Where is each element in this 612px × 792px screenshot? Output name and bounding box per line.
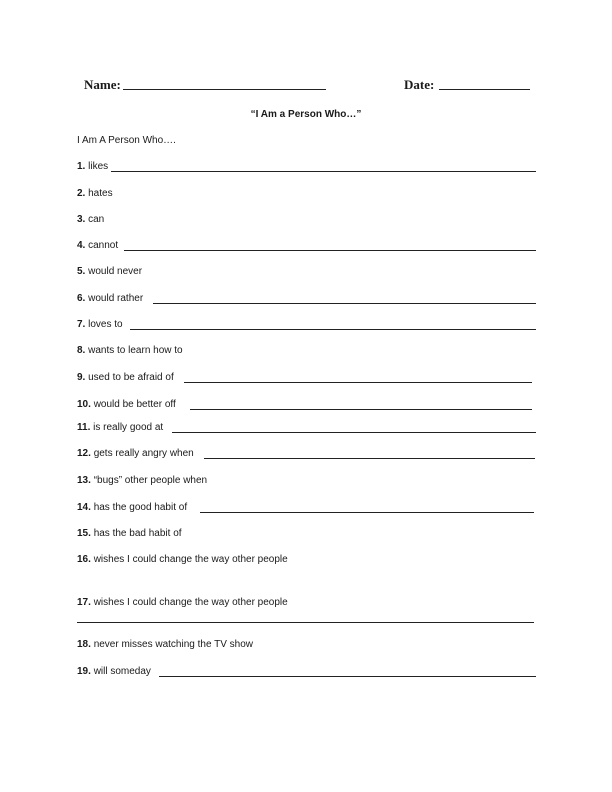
list-item-6: 6. would rather <box>77 293 144 304</box>
list-item-4: 4. cannot <box>77 240 119 251</box>
list-item-19: 19. will someday <box>77 666 151 677</box>
list-item-1: 1. likes <box>77 161 109 172</box>
list-item-13: 13. “bugs” other people when <box>77 475 208 486</box>
worksheet-intro: I Am A Person Who…. <box>77 135 176 146</box>
list-item-18: 18. never misses watching the TV show <box>77 639 254 650</box>
list-item-3: 3. can <box>77 214 105 225</box>
list-item-9: 9. used to be afraid of <box>77 372 174 383</box>
answer-line-10[interactable] <box>190 409 532 410</box>
answer-line-4[interactable] <box>124 250 536 251</box>
answer-line-17[interactable] <box>77 622 534 623</box>
name-field[interactable] <box>123 89 326 90</box>
list-item-12: 12. gets really angry when <box>77 448 194 459</box>
worksheet-title: “I Am a Person Who…” <box>250 109 362 120</box>
list-item-14: 14. has the good habit of <box>77 502 188 513</box>
answer-line-14[interactable] <box>200 512 534 513</box>
list-item-7: 7. loves to <box>77 319 123 330</box>
answer-line-6[interactable] <box>153 303 536 304</box>
answer-line-1[interactable] <box>111 171 536 172</box>
date-field[interactable] <box>439 89 530 90</box>
answer-line-19[interactable] <box>159 676 536 677</box>
list-item-10: 10. would be better off <box>77 399 176 410</box>
name-label: Name: <box>84 77 121 92</box>
list-item-16: 16. wishes I could change the way other people <box>77 554 288 565</box>
list-item-17: 17. wishes I could change the way other people <box>77 597 288 608</box>
answer-line-11[interactable] <box>172 432 536 433</box>
list-item-2: 2. hates <box>77 188 113 199</box>
list-item-15: 15. has the bad habit of <box>77 528 182 539</box>
answer-line-7[interactable] <box>130 329 536 330</box>
date-label: Date: <box>404 77 435 92</box>
answer-line-12[interactable] <box>204 458 535 459</box>
list-item-5: 5. would never <box>77 266 143 277</box>
list-item-11: 11. is really good at <box>77 422 164 433</box>
list-item-8: 8. wants to learn how to <box>77 345 183 356</box>
answer-line-9[interactable] <box>184 382 532 383</box>
